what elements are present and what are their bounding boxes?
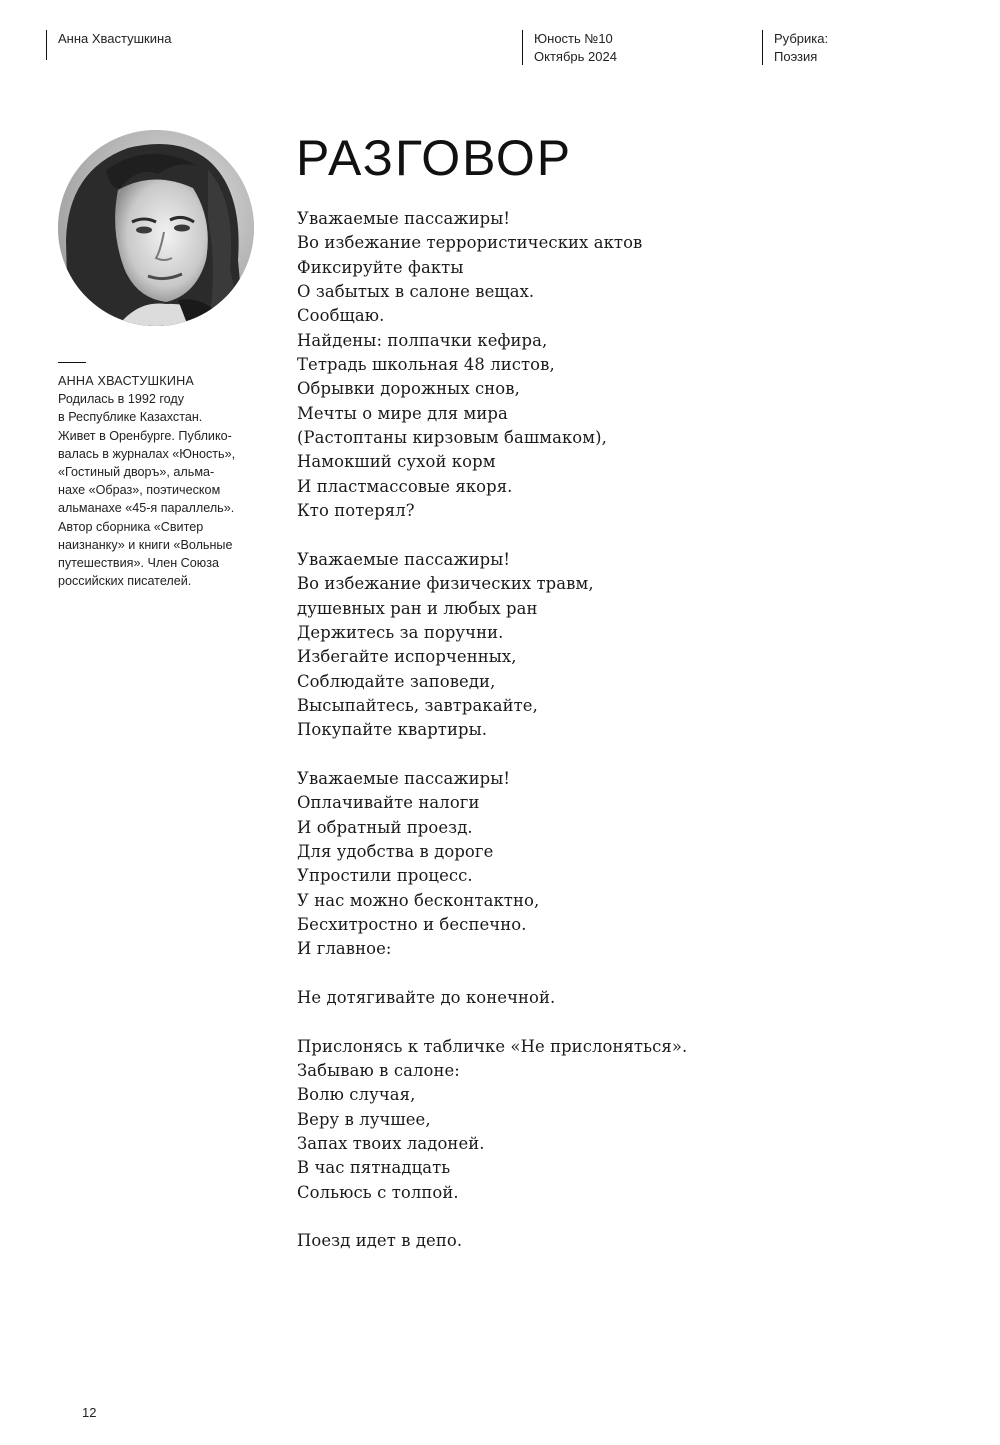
poem-line: душевных ран и любых ран [297, 598, 538, 618]
poem-line: Уважаемые пассажиры! [297, 209, 511, 228]
header-rubric-label: Рубрика: [774, 31, 829, 46]
author-bio [58, 372, 278, 590]
poem-line: У нас можно бесконтактно, [297, 890, 540, 910]
header-issue-number: Юность №10 [534, 31, 613, 46]
page-number: 12 [82, 1405, 97, 1420]
bio-line: валась в журналах «Юность», [58, 446, 236, 461]
poem-line: И пластмассовые якоря. [297, 476, 513, 496]
poem-title: РАЗГОВОР [296, 130, 573, 186]
poem-stanza [297, 1035, 687, 1205]
bio-line: путешествия». Член Союза [58, 556, 219, 571]
poem-line: Не дотягивайте до конечной. [297, 988, 556, 1007]
poem-line: Сольюсь с толпой. [297, 1182, 459, 1202]
poem-stanza [297, 986, 687, 1010]
poem-line: Оплачивайте налоги [297, 793, 480, 813]
bio-line: российских писателей. [58, 574, 192, 589]
poem-line: Уважаемые пассажиры! [297, 549, 511, 569]
poem-stanza [297, 767, 687, 962]
poem-line: Запах твоих ладоней. [297, 1134, 485, 1154]
poem-line: Фиксируйте факты [297, 257, 464, 277]
bio-line: Родилась в 1992 году [58, 392, 185, 407]
header-rubric-value: Поэзия [774, 48, 818, 64]
poem-line: Веру в лучшее, [297, 1109, 431, 1129]
poem-body [297, 207, 687, 1278]
header-rubric [762, 30, 828, 65]
poem-line: Прислонясь к табличке «Не прислоняться». [297, 1036, 688, 1056]
bio-line: «Гостиный дворъ», альма- [58, 465, 215, 480]
bio-line: нахе «Образ», поэтическом [58, 483, 221, 498]
bio-line: наизнанку» и книги «Вольные [58, 537, 233, 552]
bio-line: Автор сборника «Свитер [58, 519, 204, 534]
header-issue-date: Октябрь 2024 [534, 48, 617, 64]
poem-line: Тетрадь школьная 48 листов, [297, 355, 555, 375]
poem-line: Бесхитростно и беспечно. [297, 914, 527, 934]
poem-stanza [297, 207, 687, 523]
bio-line: Живет в Оренбурге. Публико- [58, 428, 232, 443]
poem-stanza [297, 548, 687, 743]
author-portrait [58, 130, 254, 326]
poem-line: О забытых в салоне вещах. [297, 282, 535, 302]
poem-line: В час пятнадцать [297, 1158, 451, 1178]
poem-line: И главное: [297, 939, 392, 959]
poem-line: И обратный проезд. [297, 817, 473, 837]
bio-divider [58, 362, 86, 363]
header-author-name: Анна Хвастушкина [58, 31, 172, 46]
bio-author-name: АННА ХВАСТУШКИНА [58, 374, 194, 388]
poem-line: Высыпайтесь, завтракайте, [297, 695, 538, 715]
poem-stanza [297, 1229, 687, 1253]
poem-line: Забываю в салоне: [297, 1061, 460, 1081]
poem-line: Кто потерял? [297, 501, 415, 521]
header-issue [522, 30, 617, 65]
poem-line: Обрывки дорожных снов, [297, 379, 520, 399]
poem-line: Избегайте испорченных, [297, 647, 517, 667]
header-author [46, 30, 171, 60]
poem-line: Упростили процесс. [297, 866, 473, 886]
poem-line: Поезд идет в депо. [297, 1231, 463, 1251]
poem-line: Найдены: полпачки кефира, [297, 330, 548, 350]
poem-line: Покупайте квартиры. [297, 720, 488, 740]
poem-line: Для удобства в дороге [297, 841, 494, 861]
poem-line: Уважаемые пассажиры! [297, 768, 511, 788]
poem-line: Волю случая, [297, 1085, 416, 1105]
poem-line: Во избежание террористических актов [297, 233, 643, 253]
poem-line: Во избежание физических травм, [297, 574, 594, 594]
poem-line: Соблюдайте заповеди, [297, 671, 496, 691]
poem-line: Мечты о мире для мира [297, 403, 508, 423]
bio-line: в Республике Казахстан. [58, 410, 203, 425]
poem-line: Держитесь за поручни. [297, 622, 504, 642]
poem-line: Сообщаю. [297, 306, 385, 326]
poem-line: Намокший сухой корм [297, 452, 496, 472]
bio-text [58, 390, 278, 590]
bio-line: альманахе «45-я параллель». [58, 501, 235, 516]
poem-line: (Растоптаны кирзовым башмаком), [297, 428, 607, 448]
